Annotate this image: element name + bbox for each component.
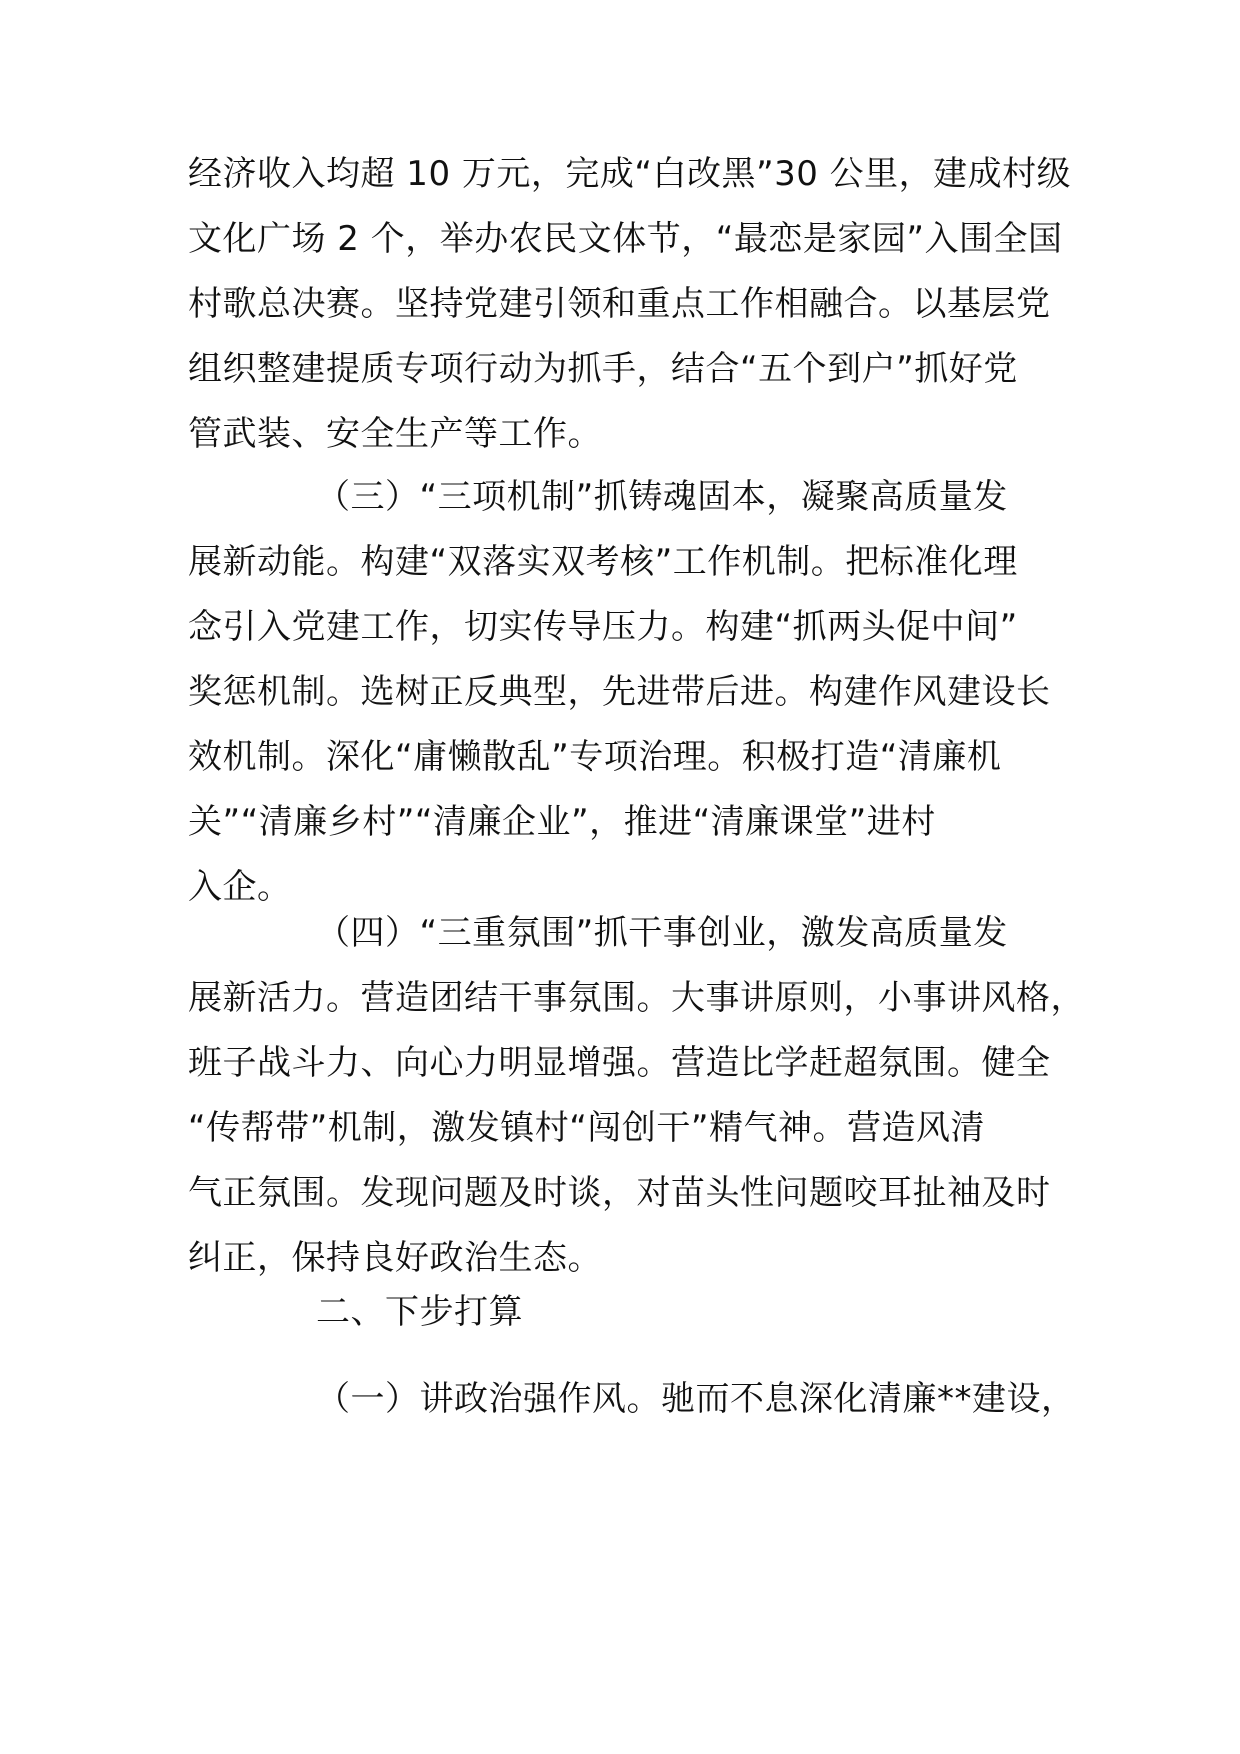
text-line: 展新动能。构建“双落实双考核”工作机制。把标准化理 [188,542,1018,582]
text-line: 文化广场 2 个，举办农民文体节，“最恋是家园”入围全国 [188,219,1063,259]
text-line: 班子战斗力、向心力明显增强。营造比学赶超氛围。健全 [188,1043,1051,1083]
text-line: 组织整建提质专项行动为抓手，结合“五个到户”抓好党 [188,349,1018,389]
text-line: 展新活力。营造团结干事氛围。大事讲原则，小事讲风格， [188,978,1085,1018]
section-title: 二、下步打算 [316,1292,523,1332]
text-line: 关”“清廉乡村”“清廉企业”，推进“清廉课堂”进村 [188,802,936,842]
text-line: 管武装、安全生产等工作。 [188,414,602,454]
section-heading-line: （一）讲政治强作风。驰而不息深化清廉**建设， [316,1379,1076,1419]
text-line: 村歌总决赛。坚持党建引领和重点工作相融合。以基层党 [188,284,1051,324]
paragraph-economy [188,142,1072,467]
text-line: 纠正，保持良好政治生态。 [188,1238,602,1278]
paragraph-politics-style [188,1367,1076,1432]
paragraph-three-mechanisms [188,465,1068,920]
paragraph-three-atmospheres [188,901,1085,1291]
text-line: 经济收入均超 10 万元，完成“白改黑”30 公里，建成村级 [188,154,1072,194]
text-line: 念引入党建工作，切实传导压力。构建“抓两头促中间” [188,607,1018,647]
section-heading-line: （三）“三项机制”抓铸魂固本，凝聚高质量发 [316,477,1008,517]
section-heading-line: （四）“三重氛围”抓干事创业，激发高质量发 [316,913,1008,953]
text-line: 效机制。深化“庸懒散乱”专项治理。积极打造“清廉机 [188,737,1002,777]
text-line: 奖惩机制。选树正反典型，先进带后进。构建作风建设长 [188,672,1051,712]
text-line: 气正氛围。发现问题及时谈，对苗头性问题咬耳扯袖及时 [188,1173,1051,1213]
text-line: 入企。 [188,867,292,907]
text-line: “传帮带”机制，激发镇村“闯创干”精气神。营造风清 [188,1108,985,1148]
section-heading-next-plans [188,1280,1068,1345]
